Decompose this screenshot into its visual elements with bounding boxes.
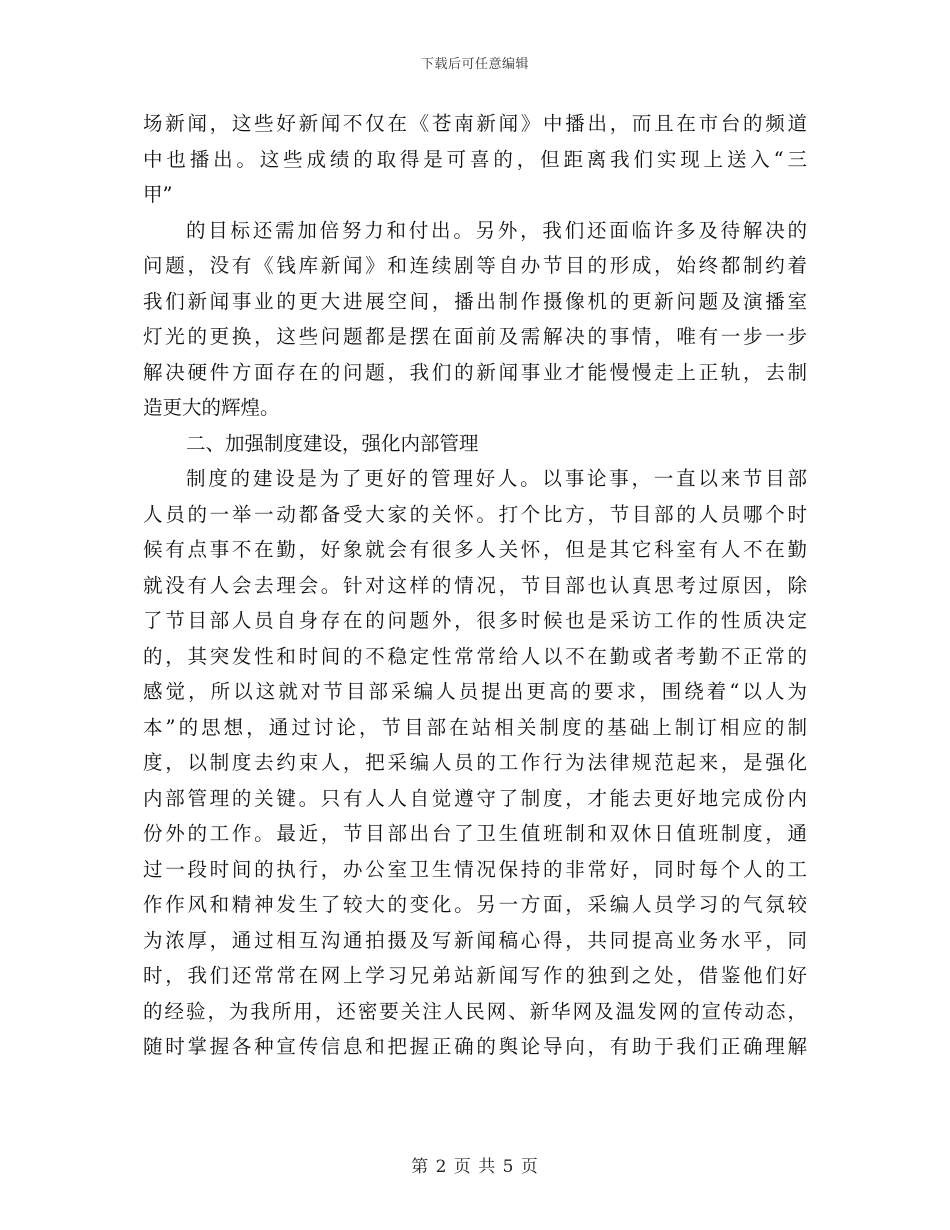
text-line: 我们新闻事业的更大进展空间，播出制作摄像机的更新问题及演播室 (143, 289, 807, 313)
text-line: 份外的工作。最近，节目部出台了卫生值班制和双休日值班制度，通 (143, 822, 807, 845)
text-line: 中也播出。这些成绩的取得是可喜的，但距离我们实现上送入“三 (143, 147, 807, 171)
text-line: 的，其突发性和时间的不稳定性常常给人以不在勤或者考勤不正常的 (143, 644, 807, 668)
text-line: 了节目部人员自身存在的问题外，很多时候也是采访工作的性质决定 (143, 609, 807, 632)
text-line: 灯光的更换，这些问题都是摆在面前及需解决的事情，唯有一步一步 (143, 325, 807, 348)
text-line: 甲” (143, 183, 173, 206)
text-line: 的目标还需加倍努力和付出。另外，我们还面临许多及待解决的 (186, 218, 807, 242)
text-line: 过一段时间的执行，办公室卫生情况保持的非常好，同时每个人的工 (143, 857, 807, 881)
text-line: 解决硬件方面存在的问题，我们的新闻事业才能慢慢走上正轨，去制 (143, 360, 807, 384)
text-line: 就没有人会去理会。针对这样的情况，节目部也认真思考过原因，除 (143, 573, 807, 597)
text-line: 制度的建设是为了更好的管理好人。以事论事，一直以来节目部 (186, 467, 807, 490)
page-header: 下载后可任意编辑 (420, 57, 529, 72)
text-line: 为浓厚，通过相互沟通拍摄及写新闻稿心得，共同提高业务水平，同 (143, 928, 807, 952)
text-line: 度，以制度去约束人，把采编人员的工作行为法律规范起来，是强化 (143, 751, 807, 774)
text-line: 本”的思想，通过讨论，节目部在站相关制度的基础上制订相应的制 (143, 715, 807, 739)
text-line: 作作风和精神发生了较大的变化。另一方面，采编人员学习的气氛较 (143, 893, 807, 916)
text-line: 场新闻，这些好新闻不仅在《苍南新闻》中播出，而且在市台的频道 (143, 112, 807, 135)
document-body (143, 106, 807, 1065)
text-line: 时，我们还常常在网上学习兄弟站新闻写作的独到之处，借鉴他们好 (143, 964, 807, 987)
text-line: 造更大的辉煌。 (143, 396, 280, 419)
text-line: 二、加强制度建设，强化内部管理 (186, 431, 479, 455)
text-line: 问题，没有《钱库新闻》和连续剧等自办节目的形成，始终都制约着 (143, 254, 807, 277)
text-line: 的经验，为我所用，还密要关注人民网、新华网及温发网的宣传动态， (143, 999, 807, 1023)
page-footer: 第 2 页 共 5 页 (411, 1157, 539, 1177)
text-line: 内部管理的关键。只有人人自觉遵守了制度，才能去更好地完成份内 (143, 786, 807, 810)
text-line: 随时掌握各种宣传信息和把握正确的舆论导向，有助于我们正确理解 (143, 1035, 807, 1058)
text-line: 候有点事不在勤，好象就会有很多人关怀，但是其它科室有人不在勤 (143, 538, 807, 561)
text-line: 人员的一举一动都备受大家的关怀。打个比方，节目部的人员哪个时 (143, 502, 807, 526)
text-line: 感觉，所以这就对节目部采编人员提出更高的要求，围绕着“以人为 (143, 680, 807, 703)
